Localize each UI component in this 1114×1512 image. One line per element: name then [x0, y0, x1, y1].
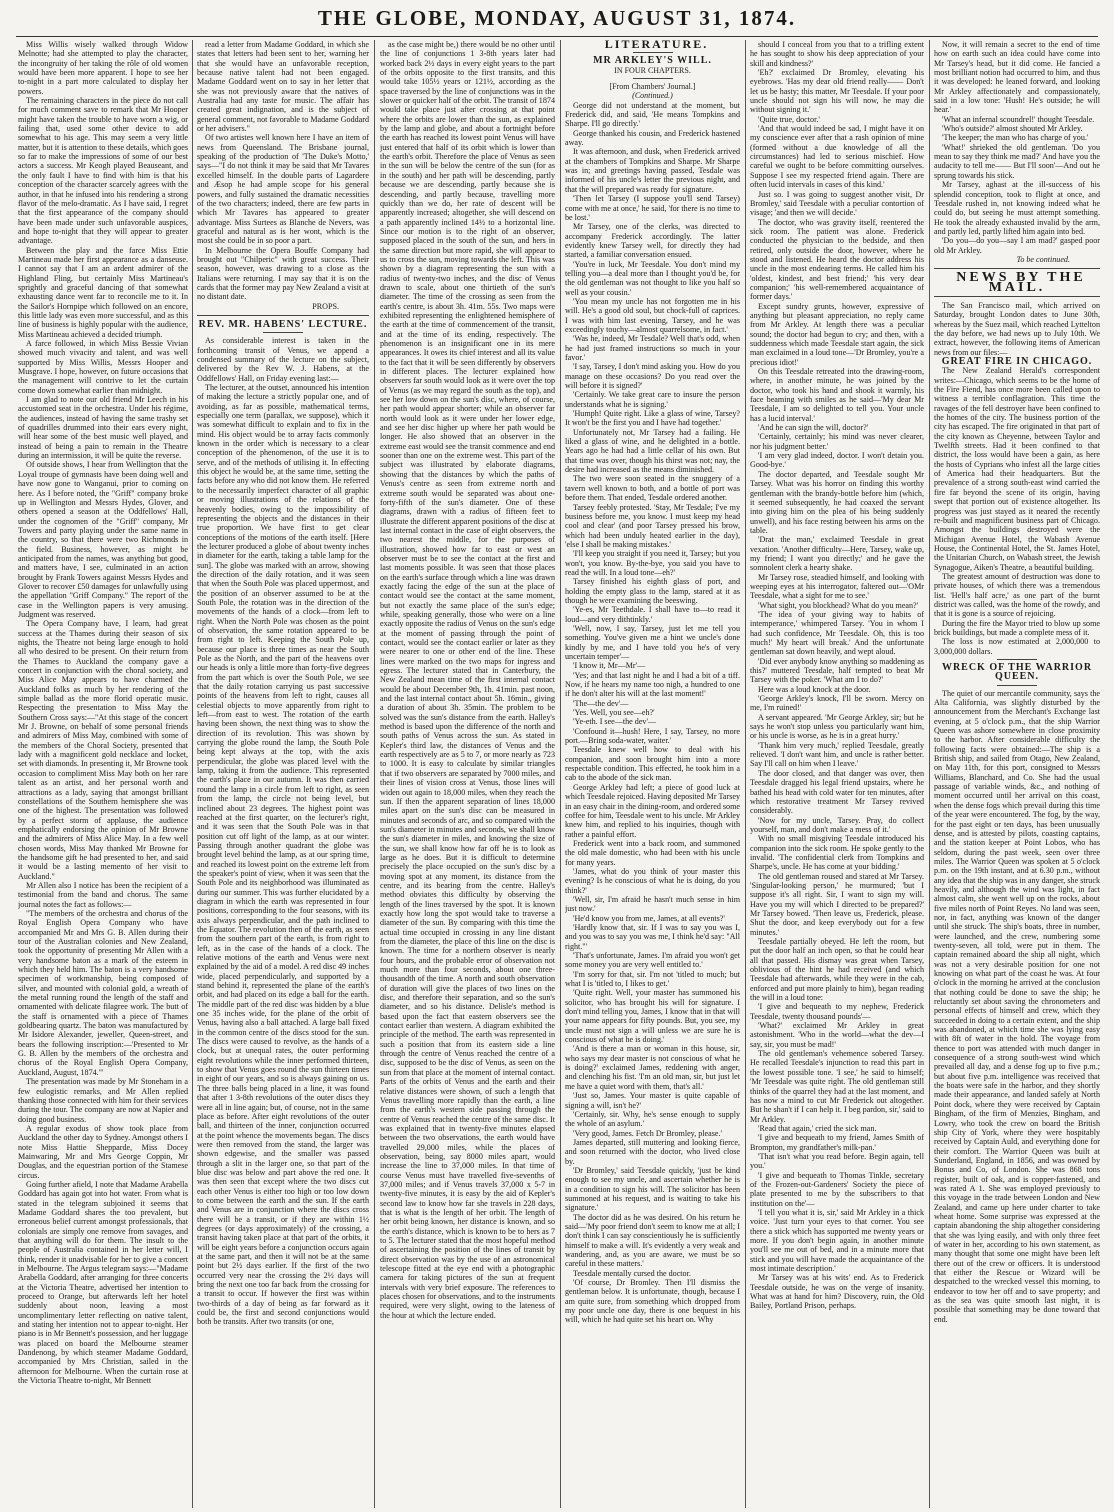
paragraph: 'You mean my uncle has not forgotten me in his will. He's a good old soul, but chock-full of caprices. I was with him last evening, Tarsey, and he was exceedingly touchy—almost quarrelsome, in fact.'	[565, 296, 740, 334]
paragraph: 'He'd know you from me, James, at all events?'	[573, 913, 725, 923]
paragraph: 'Well, sir, I'm afraid he hasn't much sense in him just now.'	[565, 894, 740, 914]
paragraph: 'I know it, Mr—Mr'—	[573, 661, 646, 671]
paragraph: 'Thank him very much,' replied Teesdale, greatly relieved. 'I don't want him, and uncle is rather better. Say I'll call on him when I leave.'	[750, 740, 924, 769]
column-divider	[192, 40, 193, 1508]
paragraph: With no small misgiving Teesdale introduced his companion into the sick room. He spoke gently to the invalid. 'The confidential clerk from Tompkins and Sharpe's, uncle. He has come at your bidding.'	[750, 834, 924, 872]
paragraph: Between the play and the farce Miss Ettie Martineau made her first appearance as a danseuse. I cannot say that I am an ardent admirer of the Highland Fling, but certainly Miss Martineau's sprightly and graceful dancing of that somewhat exhausting dance went far to reconcile me to it. In the Sailor's Hornpipe which followed on an encore, this little lady was even more successful, and as this line of business is highly popular with the audience, Miss Martineau achieved a decided triumph.	[18, 245, 188, 339]
paragraph: Mr Tarsey, aghast at the ill-success of his splendid conception, took to flight at once, and Teesdale rushed in, not knowing indeed what he could do, but seeing he must attempt something. He took the already exhausted invalid by the arm, and partly led, partly lifted him again into bed.	[934, 180, 1100, 236]
fire-body	[934, 366, 1100, 656]
column-3	[380, 40, 555, 1506]
paragraph: I am glad to note our old friend Mr Leech in his accustomed seat in the orchestra. Under his régime, the audiences, instead of having the same trashy set of quadrilles drummed into their ears every night, will hear some of the best music well played, and instead of being a pain to remain in the Theatre during an intermission, it will be quite the reverse.	[18, 395, 188, 461]
paragraph: 'Quite true, doctor.'	[758, 114, 820, 124]
paragraph: 'I tell you what it is, sir,' said Mr Arkley in a thick voice. 'Just turn your eyes to that corner. You see there a stick which has supported me twenty years or more. If you don't begin again, in another minute you'll see me out of bed, and in a minute more that stick and you will have made the acquaintance of the most intimate description.'	[750, 1207, 924, 1274]
title-rule	[633, 52, 673, 53]
paragraph: 'I give and bequeath to my nephew, Frederick Teesdale, twenty thousand pounds'—	[750, 1002, 924, 1021]
column-6	[934, 40, 1100, 1506]
paragraph: George did not understand at the moment, but Frederick did, and said, 'He means Tompkins and Sharpe. I'll go directly.'	[565, 100, 740, 129]
title-rule	[633, 78, 673, 79]
paragraph: 'That isn't what you read before. Begin again, tell you.'	[750, 1151, 924, 1171]
paragraph: 'Yes. Well, you see—eh?'	[573, 708, 655, 718]
paragraph: 'Now for my uncle, Tarsey. Pray, do collect yourself, man, and don't make a mess of it.'	[750, 815, 924, 834]
paragraph: Unfortunately not, Mr Tarsey had a failing. He liked a glass of wine, and he delighted in a bottle. Years ago he had had a little cellar of his own. But that time was over, though his thirst was not; nay, the desire had increased as the means diminished.	[565, 427, 740, 475]
wreck-body	[934, 689, 1100, 1324]
paragraph: 'Certainly, sir. Why, he's sense enough to supply the whole of an asylum.'	[565, 1109, 740, 1129]
paragraph: 'I'll keep you straight if you need it, Tarsey; but you won't, you know. By-the-bye, you said you have to read the will. In a loud tone—eh?'	[565, 549, 740, 577]
paragraph: Mr Allen also I notice has been the recipient of a testimonial from the band and chorus. The same journal notes the fact as follows:—	[18, 880, 188, 909]
paragraph: read a letter from Madame Goddard, in which she states that letters had been sent to her, warning her that she would have an unfavorable reception, because native talent had not been engaged. Madame Goddard went on to say in her letter that she was not previously aware that the natives of Australia had any taste for music. The affair has created great indignation, and is the subject of general comment, not favorable to Madame Goddard or her advisers."	[197, 40, 369, 134]
paragraph: Of two artistes well known here I have an item of news from Queensland. The Brisbane journal, speaking of the production of 'The Duke's Motto,' says—"I do not think it may be said that Mr Tavares excelled himself. In the double parts of Lagardere and Æsop he had ample scope for his general powers, and fully sustained the dramatic necessities of the two characters; indeed, there are few parts in which Mr Tavares has appeared to greater advantage. Miss Surtees as Blanche de Nevers, was graceful and natural as is her wont, which is the most she could be in so poor a part.	[197, 133, 369, 246]
paragraph: 'Who's outside?' almost shouted Mr Arkley.	[942, 124, 1083, 134]
paragraph: 'Drat the man,' exclaimed Teesdale in great vexation. 'Another difficulty—Here, Tarsey, wake up, my friend; I want you directly;' and he gave the somnolent clerk a hearty shake.	[750, 535, 924, 573]
paragraph: 'Confound it—hush! Here, I say, Tarsey, no more port.—Bring soda-water, waiter.'	[565, 726, 740, 746]
paragraph: 'Humph! Quite right. Like a glass of wine, Tarsey? It won't be the first you and I have had together.'	[565, 409, 740, 428]
paragraph: 'And that would indeed be sad, I might have it on my conscience ever after that a rash opinion of mine (formed without a due knowledge of all the circumstances) had led to serious mischief. How careful we ought to be before committing ourselves. Suppose I see my respected friend again. There are often lucid intervals in cases of this kind.'	[750, 124, 924, 190]
paragraph: As considerable interest is taken in the forthcoming transit of Venus, we append a condensed summary of the lecture on the subject, delivered by the Rev W. J. Habens, at the Oddfellows' Hall, on Friday evening last:—	[197, 336, 369, 383]
section-rule	[197, 315, 369, 316]
paragraph: 'George Arkley's knock, I'll be sworn. Mercy on me, I'm ruined!'	[750, 694, 924, 713]
column-divider	[560, 40, 561, 1508]
paragraph: In Melbourne the Opera Bouffe Company had brought out "Chilperic" with great success. Their season, however, was drawing to a close as the Italians were returning. I may say that it is on the cards that the former may pay New Zealand a visit at no distant date.	[197, 245, 369, 302]
paragraph: 'Ye-es, Mr Teethdale. I shall have to—to read it loud—and very dithtinkly.'	[565, 605, 740, 624]
lecture-title: REV. MR. HABENS' LECTURE.	[198, 318, 368, 330]
paragraph: 'Ye-eth. I see—the dev'—	[573, 717, 657, 727]
to-be-continued: To be continued.	[1016, 254, 1070, 264]
paragraph: The loss is now estimated at 2,000,000 to 3,000,000 dollars.	[934, 637, 1100, 656]
story-subtitle: IN FOUR CHAPTERS.	[614, 65, 691, 75]
paragraph: Here was a loud knock at the door.	[758, 684, 871, 694]
masthead-rule	[16, 36, 1098, 37]
paragraph: Tarsey finished his eighth glass of port, and holding the empty glass to the lamp, stared at it as though he were examining the beeswing.	[565, 577, 740, 605]
paragraph: A farce followed, in which Miss Bessie Vivian showed much vivacity and talent, and was well supported by Miss Willis, Messrs Hooper and Musgrave. I hope, however, on future occasions that the management will contrive to let the curtain come down somewhat earlier than midnight.	[18, 339, 188, 395]
paragraph: as the case might be,) there would be no other until the line of conjunctions 1 3-8th years later had worked back 2½ days in every eight years to the part of the orbits opposite to the first transits, and this would take 105½ years or 121½, according as the space traversed by the line of conjunctions was in the slower or quicker half of the orbit. The transit of 1874 would take place just after crossing at that point where the orbits are lower than the sun, as explained by the lamp and globe, and about a fortnight before the earth has reached its lowest point Venus will have just entered that half of its orbit which is lower than the earth's orbit. Therefore the place of Venus as seen in the sun will be below the centre of the sun (for as in the south) and her path will be descending, partly because we are descending, partly because she is descending, and partly because, travelling more quickly than we do, her rate of descent will be apparently increased; altogether, she will descend on a path apparently inclined 14½ to a horizontal line. Since our motion is to the right of an observer, supposed placed in the south of the sun, and hers in the same direction but more rapid, she will appear to us to cross the sun, moving towards the left. This was shown by a diagram representing the sun with a radius of twenty-two inches, and the disc of Venus drawn to scale, about one thirtieth of the sun's diameter. The time of the crossing as seen from the earth's centre, is about 3h. 41m. 55s. Two maps were exhibited representing the enlightened hemisphere of the earth at the time of commencement of the transit, and at the time of its ending, respectively. The phenomenon is an insignificant one in its mere appearances. It owes its chief interest and all its value to the fact that it will be seen differently by observers in different places. The lecturer explained how observers far south would look as it were over the top of Venus (as we may regard the south as the top), and see her low down on the sun's disc, where, of course, her path would appear shorter; while an observer far north would look as it were under her lower edge, and see her disc higher up where her path would be longer. He also showed that an observer in the extreme east would see the transit commence and end sooner than one on the extreme west. This part of the subject was illustrated by elaborate diagrams, showing that the distances by which the paths of Venus's centre as seen from extreme north and extreme south would be separated was about one-forty-fifth of the sun's diameter. One of these diagrams, drawn with a radius of fifteen feet to illustrate the different apparent positions of the disc at last internal contact in the case of eight observers, the two nearest the middle, for the purposes of illustration, showed how far to east or west an observer must be to see the contact at the first and last moments possible. It was seen that those places on the earth's surface through which a line was drawn exactly facing the edge of the sun at the place of contact would see the contact at the same moment, but not exactly the same place of the sun's edge; while, speaking generally, those who were on a line exactly opposite the radius of Venus on the sun's edge at the moment of passing through the point of contact, would see the contact earlier or later as they were nearer to one or other end of the line. These lines were marked on the two maps for ingress and egress. The lecturer stated that in Canterbury, the New Zealand mean time of the first internal contact would be about December 9th, 1h. 41min. past noon, and the last internal contact about 5h. 16min., giving a duration of about 3h. 35min. The problem to be solved was the sun's distance from the earth. Halley's method is based upon the difference of the north and south paths of Venus across the sun. As stated in Kepler's third law, the distances of Venus and the earth respectively are as 5 to 7, or more nearly as 723 to 1000. It is easy to calculate by similar triangles that if two observers are separated by 7000 miles, and their lines of vision cross at Venus, those lines will widen out again to 18,000 miles, when they reach the sun. If then the apparent separation of lines 18,000 miles apart on the sun's disc can be measured in minutes and seconds of arc, and so compared with the sun's diameter in minutes and seconds, we shall know the sun's diameter in miles, and knowing the size of the sun, we shall know how far off he is to look as large as he does. But it is difficult to determine precisely the place occupied on the sun's disc by a moving spot at any moment, its distance from the centre, and its bearing from the centre. Halley's method obviates this difficulty by observing the length of the lines traversed by the spot. It is known exactly how long the spot would take to traverse a diameter of the sun. By comparing with this time the actual time occupied in crossing in any line distant from the diameter, the place of this line on the disc is known. The time for a northern observer is nearly four hours, and the probable error of observation not much more than four seconds, about one three-thousandth of the time. A north and south observation of duration will give the places of two lines on the disc, and therefore their separation, and so the sun's diameter, and so his distance. Delisle's method is based upon the fact that eastern observers see the contact earlier than western. A diagram exhibited the principle of the method. The earth was represented in such a position that from its eastern side a line through the centre of Venus reached the centre of a disc, supposed to be the disc of Venus, as seen on the sun from that place at the moment of internal contact. Parts of the orbits of Venus and the earth and their relative distances were shown, of such a length that Venus travelling more rapidly than the earth, a line from the earth's western side passing through the centre of Venus reached the centre of the same disc. It was explained that in twenty-five minutes elapsed between the two observations, the earth would have travelled 29,000 miles, while the places of observation, being, say 8000 miles apart, would increase the line to 37,000 miles. In that time of course Venus must have travelled five-sevenths of 37,000 miles; and if Venus travels 37,000 x 5-7 in twenty-five minutes, it is easy by the aid of Kepler's second law to know how far she travels in 228 days, that is what is the length of her orbit. The length of her orbit being known, her distance is known, and so the earth's distance, which is known to be to hers as 7 to 5. The lecturer stated that the most hopeful method of ascertaining the position of the lines of transit by direct observation was by the use of an astronomical telescope fitted at the eye end with a photographic camera for taking pictures of the sun at frequent intervals with very brief exposure. The references to places chosen for observations, and to the instruments required, were very slight, owing to the lateness of the hour at which the lecture ended.	[380, 40, 555, 1320]
paragraph: 'You're in luck, Mr Teesdale. You don't mind my telling you—a deal more than I thought you'd be, for the old gentleman was not thought to like you half so well as your cousin.'	[565, 259, 740, 297]
paragraph: It was afternoon, and dusk, when Frederick arrived at the chambers of Tompkins and Sharpe. Mr Sharpe was in; and greetings having passed, Tesdale was informed of his uncle's letter the previous night, and that the will prepared was ready for signature.	[565, 147, 740, 194]
paragraph: 'James, what do you think of your master this evening? Is he conscious of what he is doing, do you think?'	[565, 866, 740, 895]
paragraph: The lecturer, at the outset, announced his intention of making the lecture a strictly popular one, and of avoiding, as far as possible, mathematical terms, especially one term (parallax, we suppose), which it was somewhat difficult to explain and to fix in the mind. His object would be to array facts commonly known in the order which is necessary to a clear conception of the phenomenon, of the use it is to serve, and of the methods of utilising it. In effecting this object he would be, at the same time, setting the facts before any who did not know them. He referred to the necessarily imperfect character of all graphic or moving illustrations of the relations of the heavenly bodies, owing to the impossibility of representing the objects and the distances in their true proportion. We have first to get clear conceptions of the motions of the earth itself. [Here the lecturer produced a globe of about twenty inches in diameter for the earth, taking a table lamp for the sun]. The globe was marked with an arrow, showing the direction of the daily rotation, and it was seen that when the South Pole was placed uppermost, and the position of an observer assumed to be at the South Pole, the rotation was in the direction of the movements of the hands of a clock—from left to right. When the North Pole was chosen as the point of observation, the same rotation appeared to be from right to left. Keeping the South Pole up, because our place is three times as near the South Pole as the North, and the part of the heavens over our heads is only a little more than forty-five degrees from the part which is over the South Pole, we see that the daily rotation carrying us past successive points of the heavens from left to right, causes all celestial objects to move apparently from right to left—from east to west. The rotation of the earth having been shown, the next thing was to show the direction of its revolution. This was shown by carrying the globe round the lamp, the South Pole being kept always at the top, with the axis perpendicular, the globe was placed level with the lamp, taking it from the audience. This represented the earth's place in our autumn. It was then carried round the lamp in a circle from left to right, as seen from the lamp, the circle not being level, but inclined about 23 degrees. The highest point was reached at the first quarter, on the lecturer's right, and it was seen that the South Pole was in that position cut off light of the lamp, as at our winter. Passing through another quadrant the globe was brought level behind the lamp, as at our spring time, and reached its lowest point on the extreme left from the speaker's point of view, when it was seen that the South Pole and its neighborhood was illuminated as during our summer. This was further elucidated by a diagram in which the earth was represented in four positions, corresponding to the four seasons, with its axis always perpendicular, and the path inclined to the Equator. The revolution then of the earth, as seen from the southern part of the earth, is from right to left, as in the case of the hands of a clock. The relative motions of the earth and Venus were next explained by the aid of a model. A red disc 49 inches wide, placed perpendicularly, and supported by a stand behind it, represented the plane of the earth's orbit, and had placed on its edge a ball for the earth. The middle part of the red disc was hidden by a blue one 35 inches wide, for the plane of the orbit of Venus, having also a ball attached. A large ball fixed in the common centre of the discs stood for the sun. The discs were caused to revolve, as the hands of a clock, but at unequal rates, the outer performing eight revolutions while the inner performed thirteen, to show that Venus goes round the sun thirteen times in eight of our years, and so is always gaining on us. The three balls being placed in a line, it was found that after 1 3-8th revolutions of the outer discs they were all in line again; but, of course, not in the same place as before. After eight revolutions of the outer ball, and thirteen of the inner, conjunction occurred at the point whence the movements began. The discs were then removed from the stand, the larger was shown edgewise, and the smaller was passed through a slit in the larger one, so that part of the blue disc was below and part above the red one. It was then seen that except where the two discs cut each other Venus is either too high or too low down to come between the earth and the sun. If the earth and Venus are in conjunction where the discs cross there will be a transit, or if they are within 1½ degrees (or days approximately) of the crossing, a transit having taken place at that part of the orbits, it will be eight years before a conjunction occurs again at the same part, and then it will not be at the same point but 2½ days earlier. If the first of the two occurred very near the crossing the 2½ days will bring the next one too far back from the crossing for a transit to occur. If however the first was within two-thirds of a day of being as far forward as it could be, the first and second conjunctions would both be transits. After two transits (or one,	[197, 383, 369, 1327]
paragraph: 'I say, Tarsey, I don't mind asking you. How do you manage on these occasions? Do you read over the will before it is signed?'	[565, 362, 740, 391]
lecture-body	[197, 336, 369, 1326]
fire-title: GREAT FIRE IN CHICAGO.	[941, 356, 1093, 367]
news-intro: The San Francisco mail, which arrived on Saturday, brought London dates to June 30th, whereas by the Suez mail, which reached Lyttelton the day before, we had news up to July 10th. We extract, however, the following items of American news from our files:—	[934, 300, 1100, 357]
paragraph: Mr Tarsey rose, steadied himself, and looking with weeping eyes at his interrogator, faltered out—'OMr Teesdale, what a sight for me to see.'	[750, 572, 924, 601]
paragraph: Frederick went into a back room, and summoned the old male domestic, who had been with his uncle for many years.	[565, 838, 740, 867]
column-divider	[374, 40, 375, 1508]
story-ending	[934, 40, 1100, 255]
masthead	[0, 0, 1114, 38]
paragraph: 'The keeper; the man who has charge of you.'	[942, 133, 1089, 143]
story-body-continued	[750, 40, 924, 1311]
paragraph: The greatest amount of destruction was done to private houses, of which there was a tremendous list. 'Hell's half acre,' as one part of the burnt district was called, was the home of the rowdy, and that it is gone is a source of rejoicing.	[934, 571, 1100, 619]
theatre-notes	[18, 40, 188, 1386]
column-4	[565, 40, 740, 1506]
paragraph: 'Then let Tarsey (I suppose you'll send Tarsey) come with me at once,' he said, 'for there is no time to be lost.'	[565, 194, 740, 222]
paragraph: A regular exodus of show took place from Auckland the other day to Sydney. Amongst others I note Miss Hattie Shepparde, Miss Docey Mainwaring, Mr and Mrs George Coppin, Mr Douglas, and the equestrian portion of the Stamese circus.	[18, 1123, 188, 1180]
paragraph: The doctor did as he was desired. On his return he said—'My poor friend don't seem to know me at all; I don't think I can say conscientiously he is sufficiently himself to make a will. It's evidently a very weak and wandering, and, as you are aware, we must be so careful in these matters.'	[565, 1212, 740, 1269]
paragraph: 'Well, now, I say, Tarsey, just let me tell you something. You've given me a hint we uncle's done kindly by me, and I have told you he's of very uncertain temper'—	[565, 623, 740, 661]
column-5	[750, 40, 924, 1506]
column-1	[18, 40, 188, 1506]
paragraph: The presentation was made by Mr Stoneham in a few eulogistic remarks, and Mr Allen replied thanking those connected with him for their services during the tour. The company are now at Napier and doing good business.	[18, 1077, 188, 1124]
story-body	[565, 101, 740, 1325]
story-continued-label: (Continued.)	[632, 91, 673, 101]
paragraph: 'The—the dev'—	[573, 698, 629, 708]
title-rule	[997, 685, 1037, 686]
paragraph: Tarsey feebly protested. 'Stay, Mr Tesdale; I've my business before me, you know. I must keep my head cool and clear' (and poor Tarsey pressed his brow, which had been unduly heated earlier in the day), 'else I shall be making mistakes.'	[565, 502, 740, 549]
theatre-notes-continued	[197, 40, 369, 302]
story-source: [From Chambers' Journal.]	[609, 82, 696, 92]
paragraph: 'What sight, you blockhead? What do you mean?'	[758, 600, 919, 610]
paragraph: The Opera Company have, I learn, had great success at the Thames during their season of six nights, the Theatre not being large enough to hold all who desired to be present. On their return from the Thames to Auckland the company gave a concert in conjunction with the choral society, and Miss Alice May appears to have charmed the Auckland folks as much by her rendering of the simple ballad as the more florid operatic music. Respecting the presentation to Miss May the Southern Cross says:—"At this stage of the concert Mr J. Browne, on behalf of some personal friends and admirers of Miss May, combined with some of the members of the Choral Society, presented that lady with a magnificent gold necklace and locket, set with diamonds. In presenting it, Mr Browne took occasion to compliment Miss May both on her rare talent as an artist, and her personal worth and attractions as a lady, saying that amongst brilliant constellations of the Southern hemisphere she was one of the highest. The presentation was followed by a perfect storm of applause, the audience emphatically endorsing the opinion of Mr Browne and the admirers of Miss Alice May. In a few well chosen words, Miss May thanked Mr Browne for the handsome gift he had presented to her, and said it would be a lasting memento of her visit to Auckland."	[18, 619, 188, 881]
paragraph: Except sundry grunts, however, expressive of anything but pleasant appreciation, no reply came from Mr Arkley. At length there was a peculiar sound; the doctor had begun to cry; and then, with a suddenness which made Teesdale start again, the sick man exclaimed in a loud tone—'Dr Bromley, you're a precious idiot!'	[750, 301, 924, 367]
paragraph: 'The idea of your giving way to habits of intemperance,' whimpered Tarsey. 'You in whom I had such confidence, Mr Teesdale. Oh, this is too much!' My heart will break.' And the unfortunate gentleman sat down heavily, and wept aloud.	[750, 609, 924, 657]
paragraph: 'Do you—do you—say I am mad?' gasped poor old Mr Arkley.	[934, 236, 1100, 255]
paragraph: 'Was he, indeed, Mr Tesdale? Well that's odd, when he had just framed instructions so much in your favor.'	[565, 334, 740, 362]
paragraph: The door closed, and that danger was over, then Teesdale dragged his legal friend upstairs, where he bathed his head with cold water for ten minutes, after which restorative treatment Mr Tarsey revived considerably.	[750, 768, 924, 816]
paragraph: Mr Tarsey was at his wits' end. As to Frederick Teesdale outside, he was on the verge of insanity. What was at hand for him? Discovery, ruin, the Old Bailey, Portland Prison, perhaps.	[750, 1273, 924, 1311]
paragraph: 'What an infernal scoundrel!' thought Teesdale.	[942, 114, 1095, 124]
paragraph: 'Eh?' exclaimed Dr Bromley, elevating his eyebrows. 'Has my dear old friend really—— Don't let us be hasty; this matter, Mr Teesdale. If your poor uncle should not sign his will now, he may die without signing it.'	[750, 68, 924, 115]
paragraph: A servant appeared. 'Mr George Arkley, sir; but he says he won't stop unless you particularly want him, or his uncle is worse, as he is in a great hurry.'	[750, 712, 924, 741]
paragraph: Mr Tarsey, one of the clerks, was directed to accompany Frederick accordingly. The latter evidently knew Tarsey well, for directly they had started, a familiar conversation ensued.	[565, 222, 740, 260]
masthead-title: THE GLOBE, MONDAY, AUGUST 31, 1874.	[317, 6, 797, 30]
paragraph: 'Yes; and that last night he and I had a bit of a tiff. Now, if he hears my name too nigh, a hundred to one if he don't alter his will at the last moment!'	[565, 670, 740, 699]
paragraph: 'Quite right. Well, your master has summoned his solicitor, who has brought his will for signature. I don't mind telling you, James, I know that in that will your name appears for fifty pounds. But, you see, my uncle must not sign a will unless we are sure he is conscious of what he is doing.'	[565, 988, 740, 1045]
paragraph: 'Of course, Dr Bromley. Then I'll dismiss the gentleman below. It is unfortunate, though, because I am quite sure, from something which dropped from my poor uncle one day, there is one bequest in his will, which he had quite set his heart on. Why	[565, 1278, 740, 1325]
paragraph: The old gentleman's vehemence sobered Tarsey. He recalled Teesdale's injunction to read this part in the lowest possible tone. 'I see,' he said to himself; 'Mr Teesdale was quite right. The old gentleman still thinks of the quarrel they had at the last moment, and has now a mind to cut Mr Frederick out altogether. But he shan't if I can help it. I beg pardon, sir,' said to Mr Arkley.	[750, 1049, 924, 1124]
paragraph: 'Certainly, certainly; his mind was never clearer, nor his judgment better.'	[750, 432, 924, 451]
paragraph: Miss Willis wisely walked through Widow Melnotte; had she attempted to play the character, the incongruity of her taking the rôle of old women would have been more apparent. I hope to see her to-night in a part more calculated to display her powers.	[18, 40, 188, 96]
paragraph: 'Just so, James. Your master is quite capable of signing a will, isn't he?'	[565, 1091, 740, 1110]
paragraph: 'And is there a man or woman in this house, sir, who says my dear master is not conscious of what he is doing?' exclaimed James, reddening with anger, and clenching his fist. 'I'm an old man, sir, but just let me have a quiet word with them, that's all.'	[565, 1044, 740, 1091]
paragraph: 'Very good, James. Fetch Dr Bromley, please.'	[573, 1128, 722, 1138]
paragraph: Teesdale mentally cursed the doctor.	[573, 1268, 691, 1278]
paragraph: 'What?' exclaimed Mr Arkley in great astonishment. 'Who in the world—what the dev—I say, sir, you must be mad!'	[750, 1021, 924, 1049]
paragraph: 'Did ever anybody know anything so maddening as this?' muttered Teesdale, half tempted to beat Mr Tarsey with the poker. 'What am I to do?'	[750, 656, 924, 685]
paragraph: 'Dr Bromley,' said Teesdale quickly, 'just be kind enough to see my uncle, and ascertain whether he is in a condition to sign his will. The solicitor has been summoned at his request, and is waiting to take his signature.'	[565, 1165, 740, 1213]
paragraph: During the fire the Mayor tried to blow up some brick buildings, but made a complete mess of it.	[934, 618, 1100, 637]
paragraph: Going further afield, I note that Madame Arabella Goddard has again got into hot water. From what is stated in the telegram subjoined it seems that Madame Goddard shares the too prevalent, but erroneous belief current amongst professionals, that colonials are simply one remove from savages, and that anything will do for them. The insult to the people of Australia contained in her letter will, I think, render it unadvisable for her to give a concert in Melbourne. The Argus telegram says:—"Madame Arabella Goddard, after arranging for three concerts at the Victoria Theatre, advertised her intention to proceed to Orange, but afterwards left her hotel suddenly about noon, leaving a most uncomplimentary letter reflecting on native talent, and stating her intention not to appear to-night. Her piano is in Mr Bennett's possession, and her luggage was placed on board the Melbourne steamer Dandenong, by which steamer Madame Goddard, accompanied by Mrs Christian, sailed in the afternoon for Melbourne. When the curtain rose at the Victoria Theatre to-night, Mr Bennett	[18, 1179, 188, 1386]
column-2	[197, 40, 369, 1506]
paragraph: 'And he can sign the will, doctor?'	[758, 423, 869, 433]
paragraph: The doctor, who was gravity itself, reentered the sick room. The patient was alone. Frederick conducted the physician to the bedside, and then retired, only outside the door, however, where he stood and listened. He heard the doctor address his uncle in the most endearing terms. He called him his 'oldest, kindest, and best friend;' 'his very dear companion;' 'his well-remembered acquaintance of former days.'	[750, 217, 924, 302]
paragraph: Of outside shows, I hear from Wellington that the Loyal troupe of gymnasts have been doing well and have now gone to Wanganui, prior to coming on here. As I before noted, the "Griff" company broke up in Wellington and Messrs Hydes, Glover, and others opened a season at the Oddfellows' Hall, under the cognomen of the "Griff" company, Mr Towers and party playing under the same name in the country, so that there were two Richmonds in the field. Business, however, as might be anticipated from the names, was anything but good, and matters have, I see, culminated in an action brought by Frank Towers against Messrs Hydes and Glover to recover £50 damages for unlawfully using the appellation "Griff Company." The report of the case in the Wellington papers is very amusing. Judgment was reserved.	[18, 460, 188, 619]
paragraph: The New Zealand Herald's correspondent writes:—Chicago, which seems to be the home of the Fire Fiend, has once more been called upon to witness a terrible conflagration. This time the ravages of the fell destroyer have been confined to the homes of the city. The business portion of the city has escaped. The fire originated in that part of the city known as Cheyenne, between Taylor and Twelfth streets. Had it been confined to that district, the loss would have been a gain, as here the hosts of Cyprians who infest all the large cities of America had their headquarters. But the prevalence of a strong south-east wind carried the fire far beyond the scene of its origin, having swept that portion out of existence altogether. Its progress was just stayed as it neared the recently re-built and magnificent business part of Chicago. Amongst the buildings destroyed were the Michigan Avenue Hotel, the Wabash Avenue House, the Continental Hotel, the St. James Hotel, the Unitarian Church, on Wabash street, the Jewish Synagogue, Aiken's Theatre, a beautiful building.	[934, 366, 1100, 572]
paragraph: Teesdale knew well how to deal with his companion, and soon brought him into a more respectable condition. This effected, he took him in a cab to the abode of the sick man.	[565, 745, 740, 783]
lecture-continued	[380, 40, 555, 1320]
paragraph: The old gentleman roused and stared at Mr Tarsey. 'Singular-looking person,' he murmured; 'but I suppose it's all right. Sir, I want to sign my will. Have you my will which I directed to be prepared?' Mr Tarsey bowed. 'Then leave us, Frederick, please. Shut the door, and keep everybody out for a few minutes.'	[750, 871, 924, 937]
wreck-title: WRECK OF THE WARRIOR QUEEN.	[941, 662, 1093, 683]
paragraph: The doctor departed, and Teesdale sought Mr Tarsey. What was his horror on finding this worthy gentleman with the brandy-bottle before him (which, it seemed subsequently, he had coaxed the servant into giving him on the plea of his being suddenly unwell), and his face resting between his arms on the table.	[750, 469, 924, 535]
paragraph: The remaining characters in the piece do not call for much comment save to remark that Mr Hooper might have taken the trouble to have worn a wig, or failing that, used some other device to add somewhat to his age. This may seem a very little matter, but it is attention to these details, which goes so far to make the impressions of some of our best actors a success. Mr Keogh played Beauseant, and the only fault I have to find with him is that his conception of the character scarcely agrees with the author, in that he infused into his rendering a strong flavor of the melo-dramatic. As I have said, I regret that the first appearance of the company should have been made under such unfavorable auspices, and hope to-night that they will appear to greater advantage.	[18, 96, 188, 246]
paragraph: The quiet of our mercantile community, says the Alta California, was slightly disturbed by the announcement from the Merchant's Exchange last evening, at 5 o'clock p.m., that the ship Warrior Queen was ashore somewhere in close proximity to the harbor. After considerable difficulty the following facts were obtained:—The ship is a British ship, and sailed from Otago, New Zealand, on May 11th, for this port, consigned to Messrs Williams, Blanchard, and Co. She had the usual passage of variable winds, &c., and nothing of moment occurred until her arrival on this coast, when the dense fogs which prevail during this time of the year were encountered. The fog, by the way, for the past eight or ten days, has been unusually dense, and is attested by pilots, coasting captains, and the station keeper at Point Lobos, who has seldom, during the past week, seen over three miles. The Warrior Queen was spoken at 5 o'clock p.m. on the 19th instant, and at 6.30 p.m., without any idea that the ship was in any danger, she struck heavily, and although the wind was light, in fact almost calm, she went well up on the rocks, about five miles north of Point Reyes. No land was seen, nor, in fact, anything was known of the danger until she struck. The ship's boats, three in number, were launched, and the crew, numbering some twenty-seven, all told, were put in them. The captain remained aboard the ship all night, which was not a very desirable position for one not knowing on what part of the coast he was. At four o'clock in the morning he arrived at the conclusion that nothing could be done to save the ship; he reluctantly set about saving the chronometers and personal effects of himself and crew, which they succeeded in doing to a certain extent, and the ship was abandoned, at which time she was lying easy with 8ft of water in the hold. The voyage from thence to port was attended with much danger in consequence of a strong south-west wind which prevailed all day, and a dense fog up to five p.m.; but about five p.m. intelligence was received that the boats were safe in the harbor, and they shortly made their appearance, and landed safely at North Point dock, where they were received by Captain Bingham, of the firm of Menzies, Bingham, and Lowry, who took the crew on board the British ship City of York, where they were hospitably received by Captain Auld, and everything done for their comfort. The Warrior Queen was built at Sunderland, England, in 1856, and was owned by Bonus and Co, of London. She was 868 tons register, built of oak, and is copper-fastened, and was rated A 1. She was employed previously to this voyage in the trade between London and New Zealand, and came up here under charter to take wheat home. Some surprise was expressed at the captain abandoning the ship altogether considering that she was lying easily, and with only three feet of water in her, according to his own statement, as many thought that some one might have been left there out of the crew or officers. It is understood that either the Rescue or Wizard will be despatched to the wrecked vessel this morning, to endeavor to tow her off and to save property; and as the sea was quite smooth last night, it is possible that something may be done toward that end.	[934, 688, 1100, 1324]
paragraph: 'Hardly know that, sir. If I was to say you was I, and you was to say you was me, I think he'd say: "All right."'	[565, 922, 740, 951]
column-divider	[745, 40, 746, 1508]
paragraph: On this Teesdale retreated into the drawing-room, where, in another minute, he was joined by the doctor, who took his hand and shook it warmly, his face beaming with smiles as he said—'My dear Mr Teesdale, I am so delighted to tell you. Your uncle has a lucid interval.'	[750, 367, 924, 423]
paragraph: should I conceal from you that to a trifling extent he has sought to show his deep appreciation of your skill and kindness?'	[750, 40, 924, 68]
paragraph: 'I am very glad indeed, doctor. I won't detain you. Good-bye.'	[750, 451, 924, 470]
news-heading: NEWS BY THE MAIL.	[956, 270, 1086, 295]
paragraph: 'I give and bequeath to Thomas Tinkle, secretary of the Frozen-out-Gardeners' Society the piece of plate presented to me by the subscribers to that institution on the'—	[750, 1170, 924, 1208]
paragraph: George Arkley had left; a piece of good luck at which Teesdale rejoiced. Having deposited Mr Tarsey in an easy chair in the dining-room, and ordered some coffee for him, Teesdale went to his uncle. Mr Arkley knew him, and replied to his inquiries, though with rather a painful effort.	[565, 782, 740, 839]
title-rule	[997, 659, 1037, 660]
section-rule	[934, 268, 1100, 269]
paragraph: The two were soon seated in the snuggery of a tavern well known to both, and a bottle of port was before them. That ended, Tesdale ordered another.	[565, 474, 740, 503]
paragraph: 'Certainly. We take great care to insure the person understands what he is signing.'	[565, 390, 740, 409]
paragraph: 'I give and bequeath to my friend, James Smith of Brompton, my grandfather's milk-pan.'	[750, 1133, 924, 1152]
paragraph: 'I'm sorry for that, sir. I'm not 'titled to much; but what I is 'titled to, I likes to get.'	[565, 969, 740, 989]
paragraph: 'That's unfortunate, James. I'm afraid you won't get some money you are very well entitled to.'	[565, 951, 740, 970]
paragraph: Just so. I was going to suggest another visit, Dr Bromley,' said Teesdale with a peculiar contortion of visage; 'and then we will decide.'	[750, 189, 924, 218]
paragraph: "The members of the orchestra and chorus of the Royal English Opera Company who have accompanied Mr and Mrs G. B. Allen during their tour of the Australian colonies and New Zealand, took the opportunity of presenting Mr Allen with a very handsome baton as a mark of the esteem in which they held him. The baton is a very handsome specimen of workmanship, being composed of silver, and mounted with colonial gold, a wreath of the metal running round the length of the staff and ornamented with delicate filagree work. The butt of the staff is ornamented with a piece of Thames goldbearing quartz. The baton was manufactured by Mr Isidore Alexander, jeweller, Queen-street, and bears the following inscription:—'Presented to Mr G. B. Allen by the members of the orchestra and chorus of the Royal English Opera Company, Auckland, August, 1874.'"	[18, 908, 188, 1077]
title-rule	[263, 332, 303, 333]
author-signature: PROPS.	[312, 301, 339, 311]
literature-heading: LITERATURE.	[604, 40, 709, 51]
story-title: MR ARKLEY'S WILL.	[593, 55, 712, 67]
section-rule	[934, 296, 1100, 297]
paragraph: George thanked his cousin, and Frederick hastened away.	[565, 128, 740, 148]
paragraph: Now, it will remain a secret to the end of time how on earth such an idea could have come into Mr Tarsey's head, but it did come. He fancied a most brilliant notion had occurred to him, and thus it was developed: he leaned forward, and looking Mr Arkley affectionately and compassionately, said in a low tone: 'Hush! He's outside; he will hear.'	[934, 40, 1100, 115]
paragraph: 'What!' shrieked the old gentleman. 'Do you mean to say they think me mad?' And have you the audacity to tell me—— But I'll soon'—And out he sprung towards his stick.	[934, 142, 1100, 180]
paragraph: Teesdale partially obeyed. He left the room, but put the door half an inch open, so that he could hear all that passed. His dismay was great when Tarsey, oblivious of the hint he had received (and which Teesdale had afterwards, while they were in the cab, enforced and put more plainly to him), began reading the will in a loud tone:	[750, 937, 924, 1003]
paragraph: James departed, still muttering and looking fierce, and soon returned with the doctor, who lived close by.	[565, 1137, 740, 1166]
column-divider	[929, 40, 930, 1508]
paragraph: 'Read that again,' cried the sick man.	[758, 1123, 877, 1133]
